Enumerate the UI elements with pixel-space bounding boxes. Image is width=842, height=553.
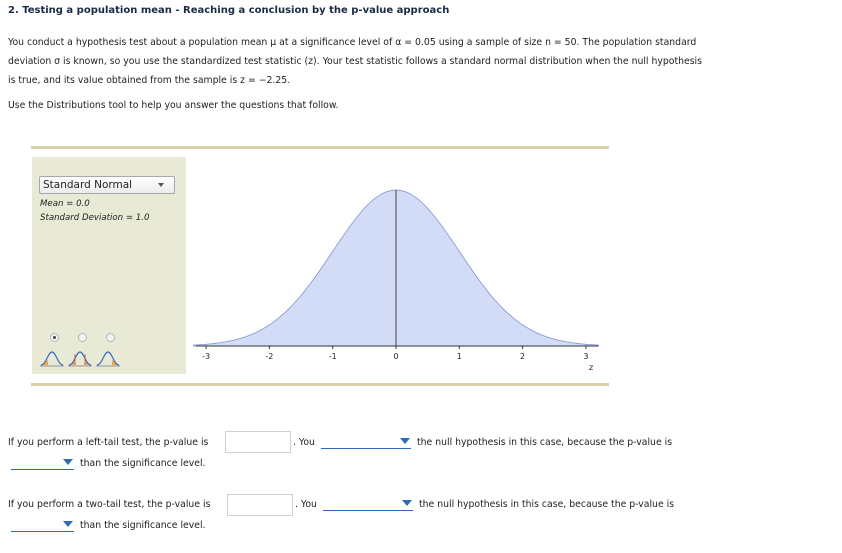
q1-null-text: the null hypothesis in this case, because the p-value is	[417, 437, 673, 448]
axis-label: z	[589, 363, 594, 372]
q1-comparison-dropdown[interactable]	[11, 456, 74, 470]
tick-label-3: 0	[393, 352, 399, 361]
q2-than-text: than the significance level.	[80, 520, 206, 531]
q1-decision-dropdown[interactable]	[321, 435, 411, 449]
dropdown-arrow-icon	[400, 438, 410, 444]
q2-prefix: If you perform a two-tail test, the p-value is	[8, 499, 211, 510]
q1-prefix: If you perform a left-tail test, the p-value is	[8, 437, 209, 448]
q2-decision-dropdown[interactable]	[323, 497, 413, 511]
standard-deviation-label: Standard Deviation = 1.0	[40, 213, 150, 223]
q2-you: . You	[295, 499, 317, 510]
tick-label-5: 2	[520, 352, 526, 361]
mean-label: Mean = 0.0	[40, 199, 90, 209]
q2-null-text: the null hypothesis in this case, because the p-value is	[419, 499, 675, 510]
tool-bottom-border	[31, 383, 609, 386]
tick-label-0: -3	[202, 352, 211, 361]
q2-pvalue-input[interactable]	[227, 494, 293, 516]
intro-line-3: is true, and its value obtained from the sample is z = −2.25.	[8, 75, 291, 86]
distribution-select-value: Standard Normal	[43, 179, 133, 191]
q1-you: . You	[293, 437, 315, 448]
instruction-text: Use the Distributions tool to help you answer the questions that follow.	[8, 100, 339, 111]
intro-line-1: You conduct a hypothesis test about a population mean μ at a significance level of α = 0.05 using a sample of size n = 50. The population standard	[8, 37, 697, 48]
q1-than-text: than the significance level.	[80, 458, 206, 469]
q2-comparison-dropdown[interactable]	[11, 518, 74, 532]
q1-pvalue-input[interactable]	[225, 431, 291, 453]
question-title: 2. Testing a population mean - Reaching a conclusion by the p-value approach	[8, 5, 450, 16]
tick-label-4: 1	[456, 352, 462, 361]
intro-line-2: deviation σ is known, so you use the standardized test statistic (z). Your test statistic follows a standard normal distribution when the null hypothesis	[8, 56, 702, 67]
tick-label-6: 3	[583, 352, 589, 361]
dropdown-arrow-icon	[63, 521, 73, 527]
dropdown-arrow-icon	[63, 459, 73, 465]
dropdown-arrow-icon	[402, 500, 412, 506]
tick-label-1: -2	[265, 352, 274, 361]
tick-label-2: -1	[328, 352, 337, 361]
